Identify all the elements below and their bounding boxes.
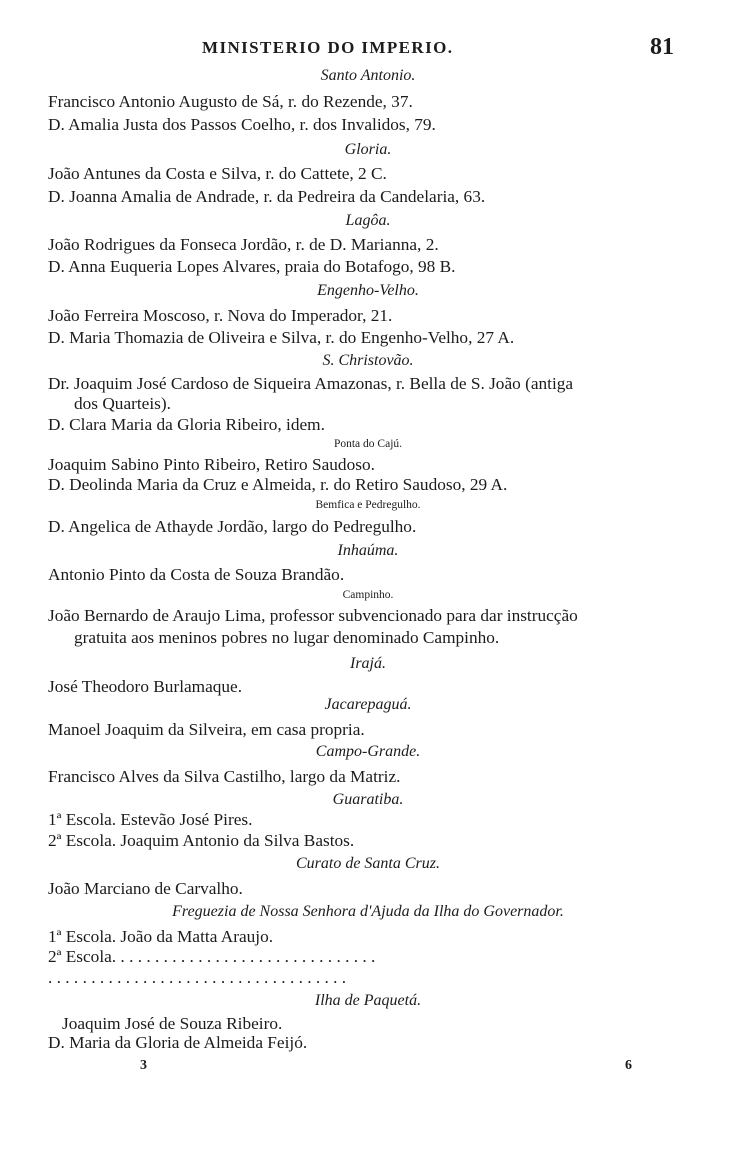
section-heading: Engenho-Velho.: [317, 282, 419, 299]
section-heading: Guaratiba.: [332, 791, 404, 808]
section-heading: Irajá.: [350, 655, 386, 672]
entry-line: D. Angelica de Athayde Jordão, largo do Pedregulho.: [48, 517, 417, 536]
entry-line: Francisco Alves da Silva Castilho, largo da Matriz.: [48, 767, 401, 786]
entry-line: D. Joanna Amalia de Andrade, r. da Pedreira da Candelaria, 63.: [48, 187, 486, 206]
page-number: 81: [650, 34, 674, 60]
entry-line: 2ª Escola. Joaquim Antonio da Silva Bastos.: [48, 831, 355, 850]
section-heading: Campo-Grande.: [315, 743, 421, 760]
signature-mark-left: 3: [140, 1058, 147, 1073]
entry-line-continuation: dos Quarteis).: [74, 394, 171, 413]
entry-line: João Ferreira Moscoso, r. Nova do Imperador, 21.: [48, 306, 393, 325]
section-heading: Bemfica e Pedregulho.: [315, 499, 421, 511]
section-heading: Lagôa.: [345, 212, 391, 229]
page-header: [0, 34, 736, 64]
entry-line: D. Maria da Gloria de Almeida Feijó.: [48, 1033, 308, 1052]
dotted-line: . . . . . . . . . . . . . . . . . . . . . . . . . . . . . . . . . . .: [48, 968, 347, 987]
signature-mark-right: 6: [625, 1058, 632, 1073]
entry-line: José Theodoro Burlamaque.: [48, 677, 243, 696]
section-heading: S. Christovão.: [322, 352, 414, 369]
entry-line: João Antunes da Costa e Silva, r. do Cattete, 2 C.: [48, 164, 387, 183]
entry-line: Francisco Antonio Augusto de Sá, r. do Rezende, 37.: [48, 92, 413, 111]
section-heading: Campinho.: [342, 589, 394, 601]
entry-line: D. Anna Euqueria Lopes Alvares, praia do Botafogo, 98 B.: [48, 257, 456, 276]
section-heading: Santo Antonio.: [320, 67, 416, 84]
section-heading: Jacarepaguá.: [324, 696, 412, 713]
entry-line: Antonio Pinto da Costa de Souza Brandão.: [48, 565, 345, 584]
entry-line: 1ª Escola. Estevão José Pires.: [48, 810, 253, 829]
entry-line-continuation: gratuita aos meninos pobres no lugar denominado Campinho.: [74, 628, 500, 647]
running-title: MINISTERIO DO IMPERIO.: [202, 38, 454, 57]
entry-line: Dr. Joaquim José Cardoso de Siqueira Amazonas, r. Bella de S. João (antiga: [48, 374, 574, 393]
section-heading: Ilha de Paquetá.: [314, 992, 422, 1009]
entry-line: Joaquim José de Souza Ribeiro.: [62, 1014, 283, 1033]
entry-line: D. Amalia Justa dos Passos Coelho, r. dos Invalidos, 79.: [48, 115, 436, 134]
entry-line: João Marciano de Carvalho.: [48, 879, 243, 898]
section-heading: Inhaúma.: [337, 542, 399, 559]
entry-line: 2ª Escola. . . . . . . . . . . . . . . . . . . . . . . . . . . . . . .: [48, 947, 376, 966]
entry-line: Joaquim Sabino Pinto Ribeiro, Retiro Saudoso.: [48, 455, 375, 474]
entry-line: D. Maria Thomazia de Oliveira e Silva, r. do Engenho-Velho, 27 A.: [48, 328, 515, 347]
entry-line: João Bernardo de Araujo Lima, professor subvencionado para dar instrucção: [48, 606, 578, 625]
entry-line: D. Clara Maria da Gloria Ribeiro, idem.: [48, 415, 325, 434]
entry-line: D. Deolinda Maria da Cruz e Almeida, r. do Retiro Saudoso, 29 A.: [48, 475, 508, 494]
section-heading: Freguezia de Nossa Senhora d'Ajuda da Ilha do Governador.: [172, 903, 564, 920]
section-heading: Ponta do Cajú.: [333, 438, 403, 450]
entry-line: 1ª Escola. João da Matta Araujo.: [48, 927, 274, 946]
section-heading: Curato de Santa Cruz.: [295, 855, 440, 872]
entry-line: João Rodrigues da Fonseca Jordão, r. de D. Marianna, 2.: [48, 235, 439, 254]
entry-line: Manoel Joaquim da Silveira, em casa propria.: [48, 720, 365, 739]
section-heading: Gloria.: [344, 141, 392, 158]
